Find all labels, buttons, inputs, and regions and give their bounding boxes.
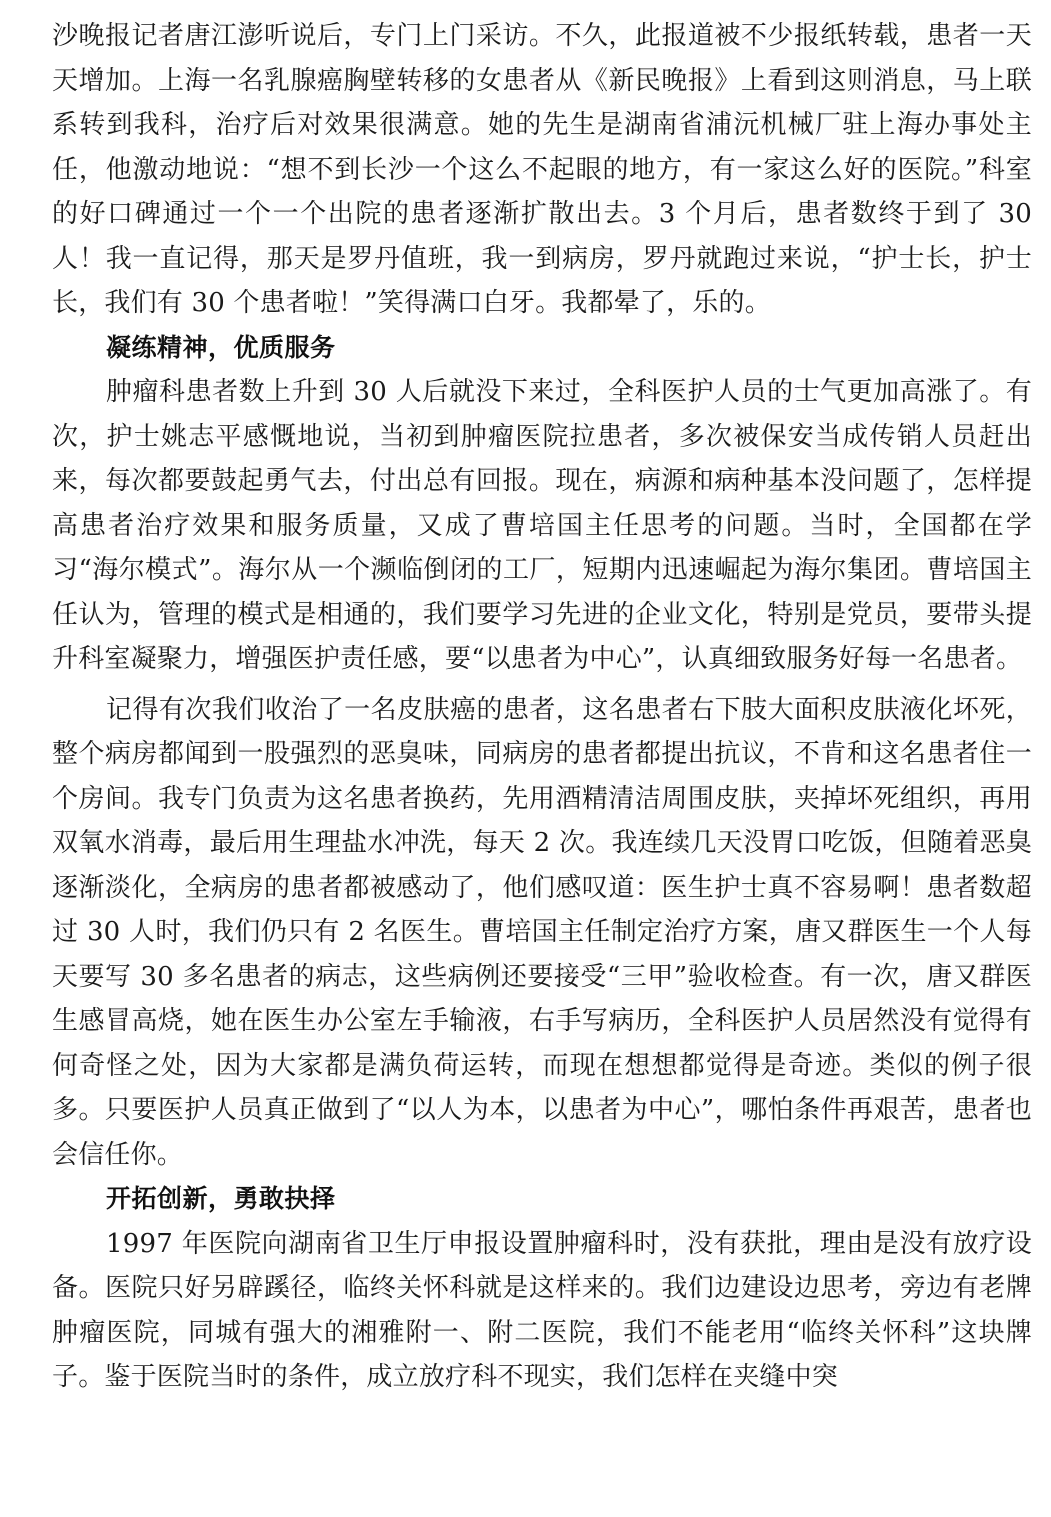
paragraph-4: 1997 年医院向湖南省卫生厅申报设置肿瘤科时，没有获批，理由是没有放疗设备。医院只好另辟蹊径，临终关怀科就是这样来的。我们边建设边思考，旁边有老牌肿瘤医院，同城有强大的湘雅附一、附二医院，我们不能老用“临终关怀科”这块牌子。鉴于医院当时的条件，成立放疗科不现实，我们怎样在夹缝中突: [52, 1228, 1032, 1392]
section-heading-innovation: 开拓创新，勇敢抉择: [106, 1184, 336, 1213]
section-heading-service: 凝练精神，优质服务: [106, 332, 336, 362]
paragraph-1: 沙晚报记者唐江澎听说后，专门上门采访。不久，此报道被不少报纸转载，患者一天天增加。上海一名乳腺癌胸壁转移的女患者从《新民晚报》上看到这则消息，马上联系转到我科，治疗后对效果很满意。她的先生是湖南省浦沅机械厂驻上海办事处主任，他激动地说：“想不到长沙一个这么不起眼的地方，有一家这么好的医院。”科室的好口碑通过一个一个出院的患者逐渐扩散出去。3 个月后，患者数终于到了 30 人！我一直记得，那天是罗丹值班，我一到病房，罗丹就跑过来说，“护士长，护士长，我们有 30 个患者啦！”笑得满口白牙。我都晕了，乐的。: [52, 21, 1032, 318]
paragraph-3: 记得有次我们收治了一名皮肤癌的患者，这名患者右下肢大面积皮肤液化坏死，整个病房都闻到一股强烈的恶臭味，同病房的患者都提出抗议，不肯和这名患者住一个房间。我专门负责为这名患者换药，先用酒精清洁周围皮肤，夹掉坏死组织，再用双氧水消毒，最后用生理盐水冲洗，每天 2 次。我连续几天没胃口吃饭，但随着恶臭逐渐淡化，全病房的患者都被感动了，他们感叹道：医生护士真不容易啊！患者数超过 30 人时，我们仍只有 2 名医生。曹培国主任制定治疗方案，唐又群医生一个人每天要写 30 多名患者的病志，这些病例还要接受“三甲”验收检查。有一次，唐又群医生感冒高烧，她在医生办公室左手输液，右手写病历，全科医护人员居然没有觉得有何奇怪之处，因为大家都是满负荷运转，而现在想想都觉得是奇迹。类似的例子很多。只要医护人员真正做到了“以人为本，以患者为中心”，哪怕条件再艰苦，患者也会信任你。: [52, 694, 1032, 1170]
document-page: [52, 14, 1032, 1400]
paragraph-2: 肿瘤科患者数上升到 30 人后就没下来过，全科医护人员的士气更加高涨了。有次，护士姚志平感慨地说，当初到肿瘤医院拉患者，多次被保安当成传销人员赶出来，每次都要鼓起勇气去，付出总有回报。现在，病源和病种基本没问题了，怎样提高患者治疗效果和服务质量，又成了曹培国主任思考的问题。当时，全国都在学习“海尔模式”。海尔从一个濒临倒闭的工厂，短期内迅速崛起为海尔集团。曹培国主任认为，管理的模式是相通的，我们要学习先进的企业文化，特别是党员，要带头提升科室凝聚力，增强医护责任感，要“以患者为中心”，认真细致服务好每一名患者。: [52, 377, 1032, 674]
